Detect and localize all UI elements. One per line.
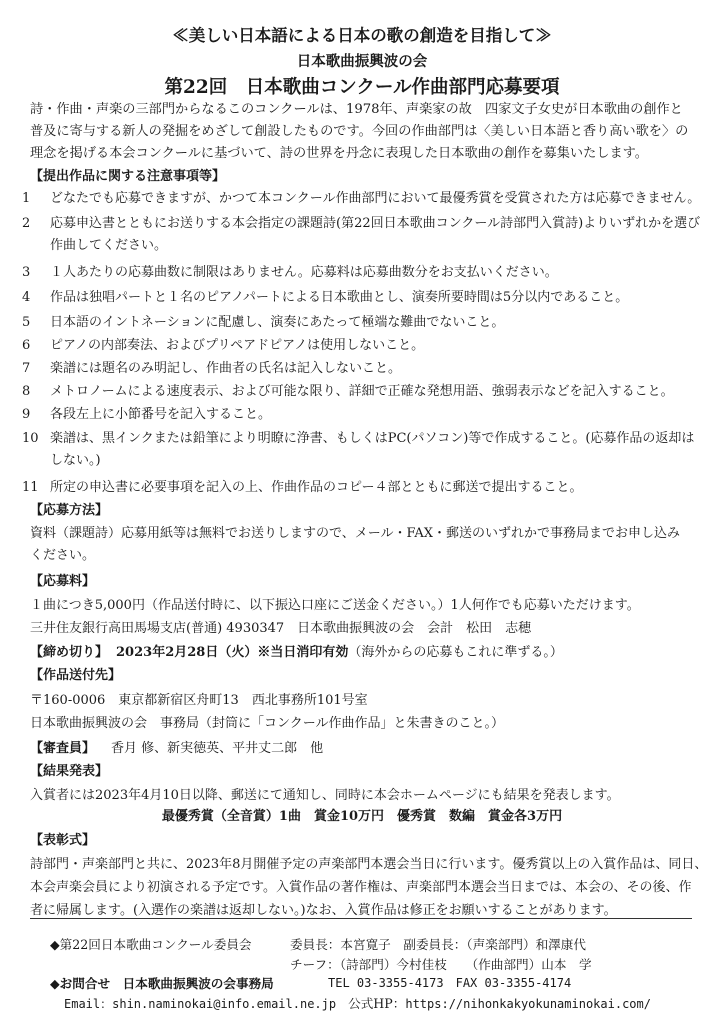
- judges-names: 香月 修、新実徳英、平井丈二郎 他: [111, 741, 324, 756]
- note-text: 各段左上に小節番号を記入すること。: [50, 407, 272, 422]
- email-address[interactable]: Email：shin.naminokai@info.email.ne.jp: [64, 997, 337, 1011]
- note-item: [22, 404, 712, 426]
- committee-chair: 委員長：本宮寛子 副委員長：（声楽部門）和澤康代: [290, 937, 586, 952]
- fee-heading: 【応募料】: [30, 574, 96, 589]
- note-number: 3: [22, 265, 31, 280]
- note-item: [22, 358, 712, 380]
- page-title: 第22回 日本歌曲コンクール作曲部門応募要項: [164, 77, 560, 98]
- note-item: [22, 287, 712, 309]
- note-item: [22, 188, 712, 210]
- ceremony-text: 本会声楽会員により初演される予定です。入賞作品の著作権は、声楽部門本選会当日までは、本会の、その後、作: [30, 880, 692, 895]
- note-number: 5: [22, 315, 31, 330]
- note-number: 4: [22, 290, 31, 305]
- note-item: [22, 213, 712, 257]
- postal-address: 〒160-0006 東京都新宿区舟町13 西北事務所101号室: [30, 693, 368, 708]
- address-heading: 【作品送付先】: [30, 668, 122, 683]
- note-number: 8: [22, 384, 31, 399]
- deadline-date: 2023年2月28日（火）※当日消印有効: [116, 645, 349, 660]
- note-item: [22, 477, 712, 499]
- note-number: 9: [22, 407, 31, 422]
- note-text: 楽譜には題名のみ明記し、作曲者の氏名は記入しないこと。: [50, 361, 402, 376]
- bank-account: 三井住友銀行高田馬場支店(普通) 4930347 日本歌曲振興波の会 会計 松田 志穂: [30, 621, 532, 636]
- note-item: [22, 312, 712, 334]
- note-item: [22, 428, 712, 472]
- note-item: [22, 381, 712, 403]
- committee-chiefs: チーフ：（詩部門）今村佳枝 （作曲部門）山本 学: [290, 957, 592, 972]
- note-text: 楽譜は、黒インクまたは鉛筆により明瞭に浄書、もしくはPC(パソコン)等で作成すること。(応募作品の返却は: [50, 431, 695, 446]
- contact-label: [50, 973, 274, 992]
- organization-name: 日本歌曲振興波の会: [296, 53, 428, 70]
- application-text: 資料（課題詩）応募用紙等は無料でお送りしますので、メール・FAX・郵送のいずれかで事務局までお申し込み: [30, 526, 681, 541]
- note-number: 6: [22, 338, 31, 353]
- application-text-continued: ください。: [30, 548, 96, 563]
- note-text: 日本語のイントネーションに配慮し、演奏にあたって極端な難曲でないこと。: [50, 315, 505, 330]
- committee-label: ◆第22回日本歌曲コンクール委員会: [50, 937, 252, 952]
- judges-row: [30, 737, 323, 756]
- deadline-row: [30, 641, 563, 660]
- note-number: 2: [22, 216, 31, 231]
- intro-line: 理念を掲げる本会コンクールに基づいて、詩の世界を丹念に表現した日本歌曲の創作を募集いたします。: [30, 146, 648, 161]
- ceremony-text: 者に帰属します。(入選作の楽譜は返却しない。)なお、入賞作品は修正をお願いすることがあります。: [30, 903, 617, 918]
- ceremony-heading: 【表彰式】: [30, 833, 96, 848]
- motto: ≪美しい日本語による日本の歌の創造を目指して≫: [172, 26, 552, 45]
- tel-fax: TEL 03-3355-4173 FAX 03-3355-4174: [328, 976, 572, 990]
- ceremony-text: 詩部門・声楽部門と共に、2023年8月開催予定の声楽部門本選会当日に行います。優秀賞以上の入賞作品は、同日、: [30, 857, 708, 872]
- contact-office: ◆お問合せ 日本歌曲振興波の会事務局: [50, 976, 274, 991]
- intro-line: 普及に寄与する新人の発掘をめざして創設したものです。今回の作曲部門は〈美しい日本語と香り高い歌を〉の: [30, 124, 689, 139]
- contact-links: [64, 993, 651, 1012]
- note-text-continued: しない。): [50, 453, 101, 468]
- note-text-continued: 作曲してください。: [50, 238, 168, 253]
- note-number: 1: [22, 191, 31, 206]
- note-text: どなたでも応募できますが、かつて本コンクール作曲部門において最優秀賞を受賞された方は応募できません。: [50, 191, 701, 206]
- application-heading: 【応募方法】: [30, 503, 109, 518]
- fee-text: １曲につき5,000円（作品送付時に、以下振込口座にご送金ください。）1人何作でも応募いただけます。: [30, 598, 640, 613]
- intro-line: 詩・作曲・声楽の三部門からなるこのコンクールは、1978年、声楽家の故 四家文子女史が日本歌曲の創作と: [30, 102, 683, 117]
- note-item: [22, 262, 712, 284]
- note-number: 11: [22, 480, 39, 495]
- address-office: 日本歌曲振興波の会 事務局（封筒に「コンクール作曲作品」と朱書きのこと。）: [30, 716, 504, 731]
- results-text: 入賞者には2023年4月10日以降、郵送にて通知し、同時に本会ホームページにも結果を発表します。: [30, 788, 620, 803]
- note-text: １人あたりの応募曲数に制限はありません。応募料は応募曲数分をお支払いください。: [50, 265, 558, 280]
- note-text: メトロノームによる速度表示、および可能な限り、詳細で正確な発想用語、強弱表示などを記入すること。: [50, 384, 674, 399]
- deadline-label: 【締め切り】: [30, 645, 109, 660]
- prize-list: 最優秀賞（全音賞）1曲 賞金10万円 優秀賞 数編 賞金各3万円: [161, 809, 563, 824]
- note-text: 応募申込書とともにお送りする本会指定の課題詩(第22回日本歌曲コンクール詩部門入賞詩)よりいずれかを選び: [50, 216, 701, 231]
- note-text: 作品は独唱パートと１名のピアノパートによる日本歌曲とし、演奏所要時間は5分以内であること。: [50, 290, 629, 305]
- note-number: 7: [22, 361, 31, 376]
- footer-divider: [30, 918, 692, 919]
- results-heading: 【結果発表】: [30, 764, 109, 779]
- deadline-note: （海外からの応募もこれに準ずる。）: [348, 645, 563, 660]
- note-text: 所定の申込書に必要事項を記入の上、作曲作品のコピー４部とともに郵送で提出すること。: [50, 480, 583, 495]
- note-number: 10: [22, 431, 39, 446]
- site-label: 公式HP：: [348, 996, 406, 1011]
- note-item: [22, 335, 712, 357]
- note-text: ピアノの内部奏法、およびプリペアドピアノは使用しないこと。: [50, 338, 425, 353]
- judges-label: 【審査員】: [30, 741, 96, 756]
- notes-heading: 【提出作品に関する注意事項等】: [30, 169, 226, 184]
- site-url-link[interactable]: https://nihonkakyokunaminokai.com/: [405, 997, 651, 1011]
- intro-paragraph: [30, 99, 710, 165]
